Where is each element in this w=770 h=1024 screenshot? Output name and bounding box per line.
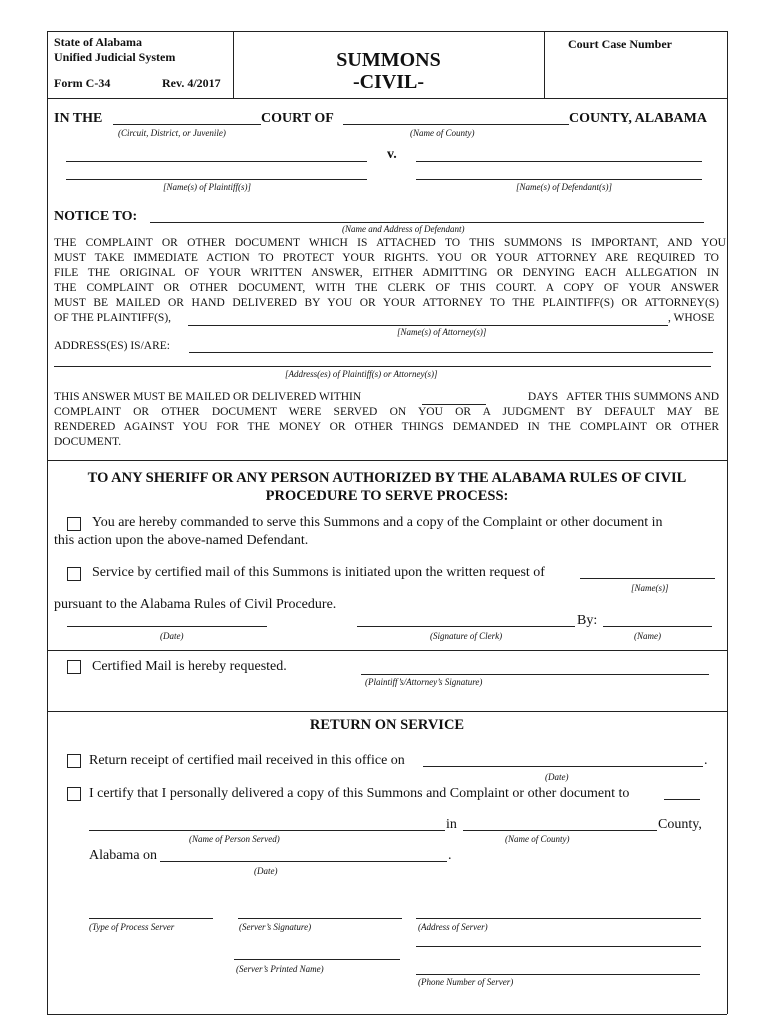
server-phone-caption: (Phone Number of Server)	[418, 977, 514, 987]
defendant-field-1[interactable]	[416, 149, 702, 162]
address-field-1[interactable]	[189, 340, 713, 353]
server-signature-field[interactable]	[238, 906, 402, 919]
county-caption: (Name of County)	[410, 128, 475, 138]
plaintiffs-caption: [Name(s) of Plaintiff(s)]	[163, 182, 251, 192]
in-the-label: IN THE	[54, 111, 103, 126]
by-label: By:	[577, 613, 598, 628]
versus-label: v.	[387, 147, 397, 162]
service-county-caption: (Name of County)	[505, 834, 570, 844]
receipt-date-caption: (Date)	[545, 772, 569, 782]
county-label: County,	[658, 817, 702, 832]
clerk-date-field[interactable]	[67, 614, 267, 627]
server-signature-caption: (Server’s Signature)	[239, 922, 312, 932]
answer-line-3: RENDERED AGAINST YOU FOR THE MONEY OR OTHER THINGS DEMANDED IN THE COMPLAINT OR OTHER	[54, 421, 719, 433]
answer-line-1b: DAYS AFTER THIS SUMMONS AND	[527, 391, 719, 403]
requester-names-field[interactable]	[580, 566, 715, 579]
attorneys-caption: [Name(s) of Attorney(s)]	[397, 327, 487, 337]
court-of-label: COURT OF	[261, 111, 334, 126]
certified-mail-label: Certified Mail is hereby requested.	[92, 659, 287, 674]
receipt-period: .	[704, 753, 708, 768]
answer-line-4: DOCUMENT.	[54, 436, 122, 448]
court-type-field[interactable]	[113, 112, 261, 125]
receipt-date-field[interactable]	[423, 754, 703, 767]
names-caption: [Name(s)]	[631, 583, 669, 593]
commanded-line-2: this action upon the above-named Defendant.	[54, 533, 309, 548]
pursuant-text: pursuant to the Alabama Rules of Civil Procedure.	[54, 597, 337, 612]
county-name-field[interactable]	[343, 112, 569, 125]
attorney-names-field[interactable]	[188, 313, 668, 326]
plaintiff-field-1[interactable]	[66, 149, 367, 162]
notice-line-2: MUST TAKE IMMEDIATE ACTION TO PROTECT YOUR RIGHTS. YOU OR YOUR ATTORNEY ARE REQUIRED TO	[54, 252, 719, 264]
clerk-signature-caption: (Signature of Clerk)	[430, 631, 503, 641]
state-name: State of Alabama	[54, 35, 142, 49]
form-number: Form C-34	[54, 76, 111, 90]
server-printed-name-field[interactable]	[234, 947, 400, 960]
commanded-checkbox[interactable]	[67, 517, 81, 531]
notice-line-4: THE COMPLAINT OR OTHER DOCUMENT, WITH THE CLERK OF THIS COURT. A COPY OF YOUR ANSWER	[54, 282, 719, 294]
notice-line-1: THE COMPLAINT OR OTHER DOCUMENT WHICH IS ATTACHED TO THIS SUMMONS IS IMPORTANT, AND YOU	[54, 237, 726, 249]
return-receipt-checkbox[interactable]	[67, 754, 81, 768]
of-plaintiffs-label: OF THE PLAINTIFF(S),	[54, 312, 172, 324]
form-subtitle: -CIVIL-	[352, 71, 425, 93]
in-label: in	[446, 817, 457, 832]
personal-delivery-checkbox[interactable]	[67, 787, 81, 801]
server-type-caption: (Type of Process Server	[89, 922, 175, 932]
personal-delivery-text: I certify that I personally delivered a copy of this Summons and Complaint or other document to	[89, 786, 630, 801]
certified-mail-checkbox[interactable]	[67, 660, 81, 674]
notice-to-label: NOTICE TO:	[54, 209, 138, 224]
defendant-caption: (Name and Address of Defendant)	[342, 224, 465, 234]
plaintiff-signature-field[interactable]	[361, 662, 709, 675]
judicial-system: Unified Judicial System	[54, 50, 176, 64]
server-type-field[interactable]	[89, 906, 213, 919]
name-caption: (Name)	[634, 631, 661, 641]
address-caption: [Address(es) of Plaintiff(s) or Attorney(s)]	[285, 369, 438, 379]
notice-line-3: FILE THE ORIGINAL OF YOUR WRITTEN ANSWER, EITHER ADMITTING OR DENYING EACH ALLEGATION IN	[54, 267, 719, 279]
defendant-name-address-field[interactable]	[150, 210, 704, 223]
form-revision: Rev. 4/2017	[162, 76, 221, 90]
server-phone-field[interactable]	[416, 962, 700, 975]
plaintiff-field-2[interactable]	[66, 167, 367, 180]
person-served-caption: (Name of Person Served)	[189, 834, 280, 844]
address-field-2[interactable]	[54, 354, 711, 367]
certified-service-text: Service by certified mail of this Summons is initiated upon the written request of	[92, 565, 545, 580]
server-address-caption: (Address of Server)	[418, 922, 488, 932]
service-county-field[interactable]	[463, 818, 657, 831]
date-caption: (Date)	[160, 631, 184, 641]
return-heading: RETURN ON SERVICE	[309, 717, 465, 733]
server-address-field-1[interactable]	[416, 906, 701, 919]
plaintiff-signature-caption: (Plaintiff’s/Attorney’s Signature)	[365, 677, 483, 687]
days-field[interactable]	[422, 392, 486, 405]
whose-label: , WHOSE	[668, 312, 715, 324]
alabama-on-period: .	[448, 848, 452, 863]
defendants-caption: [Name(s) of Defendant(s)]	[516, 182, 612, 192]
service-date-field[interactable]	[160, 849, 447, 862]
address-label: ADDRESS(ES) IS/ARE:	[54, 340, 170, 352]
delivery-trailing-field[interactable]	[664, 787, 700, 800]
alabama-on-label: Alabama on	[89, 848, 158, 863]
notice-line-5: MUST BE MAILED OR HAND DELIVERED BY YOU OR YOUR ATTORNEY TO THE PLAINTIFF(S) OR ATTORNEY(S)	[54, 297, 719, 309]
sheriff-heading-2: PROCEDURE TO SERVE PROCESS:	[265, 488, 509, 504]
service-date-caption: (Date)	[254, 866, 278, 876]
person-served-field[interactable]	[89, 818, 445, 831]
court-type-caption: (Circuit, District, or Juvenile)	[118, 128, 226, 138]
sheriff-heading-1: TO ANY SHERIFF OR ANY PERSON AUTHORIZED BY THE ALABAMA RULES OF CIVIL	[87, 470, 687, 486]
form-title: SUMMONS	[336, 49, 441, 71]
server-printed-name-caption: (Server’s Printed Name)	[236, 964, 324, 974]
clerk-name-field[interactable]	[603, 614, 712, 627]
answer-line-2: COMPLAINT OR OTHER DOCUMENT WERE SERVED ON YOU OR A JUDGMENT BY DEFAULT MAY BE	[54, 406, 719, 418]
court-case-number-field[interactable]	[550, 55, 722, 93]
county-alabama-label: COUNTY, ALABAMA	[569, 111, 707, 126]
defendant-field-2[interactable]	[416, 167, 702, 180]
clerk-signature-field[interactable]	[357, 614, 575, 627]
commanded-line-1: You are hereby commanded to serve this Summons and a copy of the Complaint or other document in	[92, 515, 663, 530]
answer-line-1a: THIS ANSWER MUST BE MAILED OR DELIVERED WITHIN	[54, 391, 362, 403]
return-receipt-text: Return receipt of certified mail received in this office on	[89, 753, 405, 768]
server-address-field-2[interactable]	[416, 934, 701, 947]
court-case-number-label: Court Case Number	[568, 37, 672, 51]
certified-service-checkbox[interactable]	[67, 567, 81, 581]
